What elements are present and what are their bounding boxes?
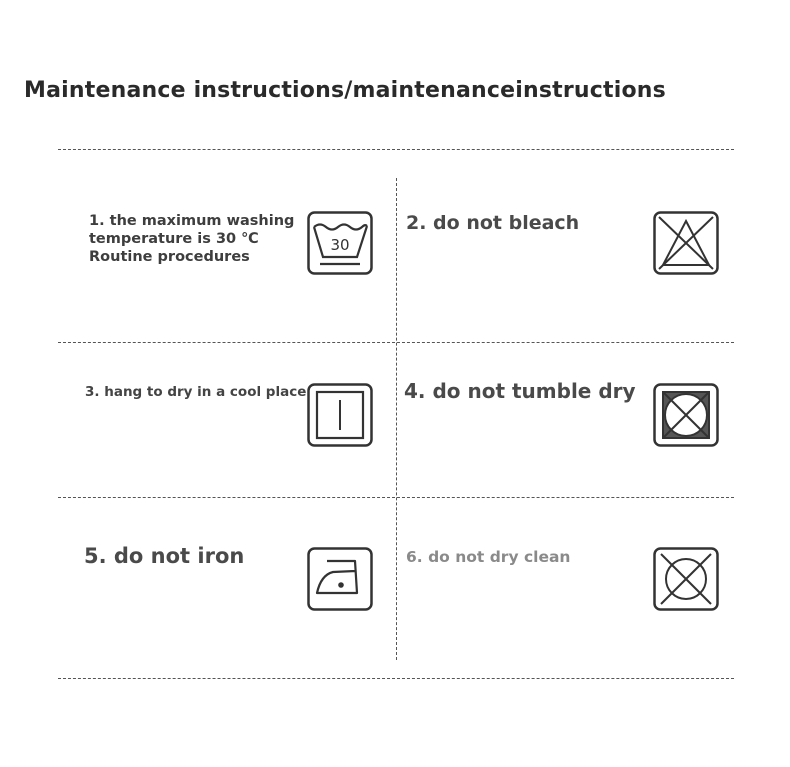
wash-30-icon bbox=[307, 211, 373, 275]
line-dry-shade-icon bbox=[307, 383, 373, 447]
do-not-bleach-icon bbox=[653, 211, 719, 275]
divider-vertical bbox=[396, 178, 397, 660]
divider-bottom bbox=[58, 678, 734, 679]
do-not-dry-clean-icon bbox=[653, 547, 719, 611]
care-item-label-6: 6. do not dry clean bbox=[406, 548, 571, 566]
iron-icon bbox=[307, 547, 373, 611]
care-item-label-2: 2. do not bleach bbox=[406, 212, 580, 234]
care-item-label-1: 1. the maximum washing temperature is 30 ℃ Routine procedures bbox=[89, 213, 295, 265]
care-item-label-5: 5. do not iron bbox=[84, 544, 245, 568]
divider-top bbox=[58, 149, 734, 150]
wash-temperature: 30 bbox=[330, 236, 350, 254]
care-item-label-3: 3. hang to dry in a cool place bbox=[85, 384, 307, 400]
do-not-tumble-dry-icon bbox=[653, 383, 719, 447]
care-item-label-4: 4. do not tumble dry bbox=[404, 379, 636, 403]
page-title: Maintenance instructions/maintenanceinstructions bbox=[24, 78, 666, 103]
